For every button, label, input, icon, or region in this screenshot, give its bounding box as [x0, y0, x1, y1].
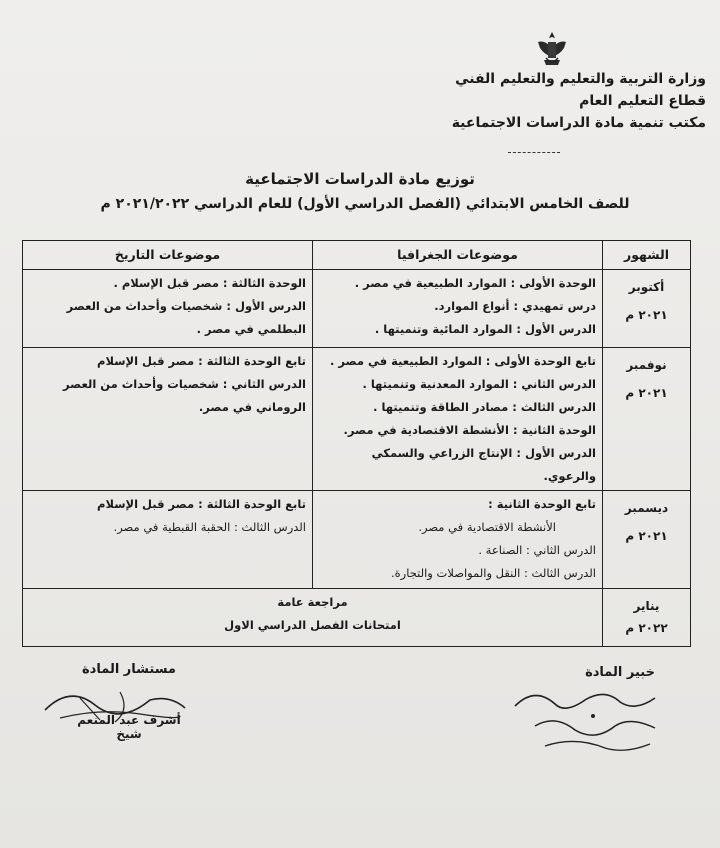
- general-review-cell: [23, 589, 603, 647]
- col-header-history: موضوعات التاريخ: [23, 241, 313, 270]
- month-year: ٢٠٢٢ م: [625, 621, 668, 635]
- history-cell: [23, 491, 313, 589]
- advisor-name: أشرف عبد المنعم شيخ: [77, 713, 181, 741]
- hist-line: الوحدة الثالثة : مصر قبل الإسلام .: [113, 276, 306, 290]
- month-cell: [603, 270, 691, 348]
- exams-text: امتحانات الفصل الدراسي الاول: [224, 618, 401, 632]
- sector-name: قطاع التعليم العام: [579, 93, 706, 109]
- month-year: ٢٠٢١ م: [625, 529, 668, 543]
- hist-line: الروماني في مصر.: [198, 400, 306, 414]
- geo-line: الدرس الأول : الإنتاج الزراعي والسمكي والرعوي.: [371, 446, 596, 483]
- geography-cell: [313, 270, 603, 348]
- month-cell: [603, 491, 691, 589]
- geo-line: تابع الوحدة الثانية :: [488, 497, 596, 511]
- ministry-header: [406, 30, 706, 134]
- history-cell: [23, 270, 313, 348]
- geography-cell: [313, 348, 603, 491]
- ministry-name: وزارة التربية والتعليم والتعليم الفني: [455, 71, 706, 87]
- table-header-row: [23, 241, 691, 270]
- col-header-month: الشهور: [603, 241, 691, 270]
- month-year: ٢٠٢١ م: [625, 308, 668, 322]
- geography-cell: [313, 491, 603, 589]
- table-row: [23, 348, 691, 491]
- month-name: ديسمبر: [624, 501, 669, 515]
- geo-line: الدرس الأول : الموارد المائية وتنميتها .: [374, 322, 596, 336]
- hist-line: تابع الوحدة الثالثة : مصر قبل الإسلام: [97, 497, 306, 511]
- month-name: يناير: [633, 599, 660, 613]
- hist-line: الدرس الثاني : شخصيات وأحداث من العصر: [63, 377, 306, 391]
- geo-line: الدرس الثاني : الموارد المعدنية وتنميتها .: [362, 377, 596, 391]
- expert-title: خبير المادة: [585, 665, 655, 680]
- month-cell: [603, 348, 691, 491]
- month-year: ٢٠٢١ م: [625, 386, 668, 400]
- geo-line: تابع الوحدة الأولى : الموارد الطبيعية في مصر .: [329, 354, 596, 368]
- table-row: [23, 491, 691, 589]
- office-name: مكتب تنمية مادة الدراسات الاجتماعية: [451, 115, 706, 131]
- hist-line: الدرس الأول : شخصيات وأحداث من العصر: [66, 299, 306, 313]
- history-cell: [23, 348, 313, 491]
- advisor-title: مستشار المادة: [82, 662, 176, 677]
- col-header-geography: موضوعات الجغرافيا: [313, 241, 603, 270]
- hist-line: الدرس الثالث : الحقبة القبطية في مصر.: [113, 520, 306, 534]
- month-cell: [603, 589, 691, 647]
- advisor-signature-scribble-icon: [40, 680, 190, 730]
- geo-line: الأنشطة الاقتصادية في مصر.: [418, 520, 556, 534]
- table-row-january: [23, 589, 691, 647]
- geo-line: الوحدة الثانية : الأنشطة الاقتصادية في مصر.: [343, 423, 596, 437]
- general-review-text: مراجعة عامة: [277, 595, 348, 609]
- document-title: توزيع مادة الدراسات الاجتماعية: [245, 170, 475, 188]
- hist-line: البطلمي في مصر .: [196, 322, 306, 336]
- geo-line: الدرس الثالث : مصادر الطاقة وتنميتها .: [373, 400, 596, 414]
- month-name: أكتوبر: [628, 280, 665, 294]
- header-divider: [508, 152, 560, 153]
- geo-line: الوحدة الأولى : الموارد الطبيعية في مصر .: [354, 276, 596, 290]
- geo-line: درس تمهيدي : أنواع الموارد.: [434, 299, 596, 313]
- expert-signature-scribble-icon: [505, 686, 665, 758]
- month-name: نوفمبر: [626, 358, 667, 372]
- document-subtitle: للصف الخامس الابتدائي (الفصل الدراسي الأول) للعام الدراسي ٢٠٢١/٢٠٢٢ م: [100, 196, 630, 212]
- hist-line: تابع الوحدة الثالثة : مصر قبل الإسلام: [97, 354, 306, 368]
- geo-line: الدرس الثاني : الصناعة .: [478, 543, 596, 557]
- expert-signature-block: [585, 665, 655, 680]
- table-row: [23, 270, 691, 348]
- curriculum-table: [22, 240, 691, 647]
- geo-line: الدرس الثالث : النقل والمواصلات والتجارة.: [390, 566, 596, 580]
